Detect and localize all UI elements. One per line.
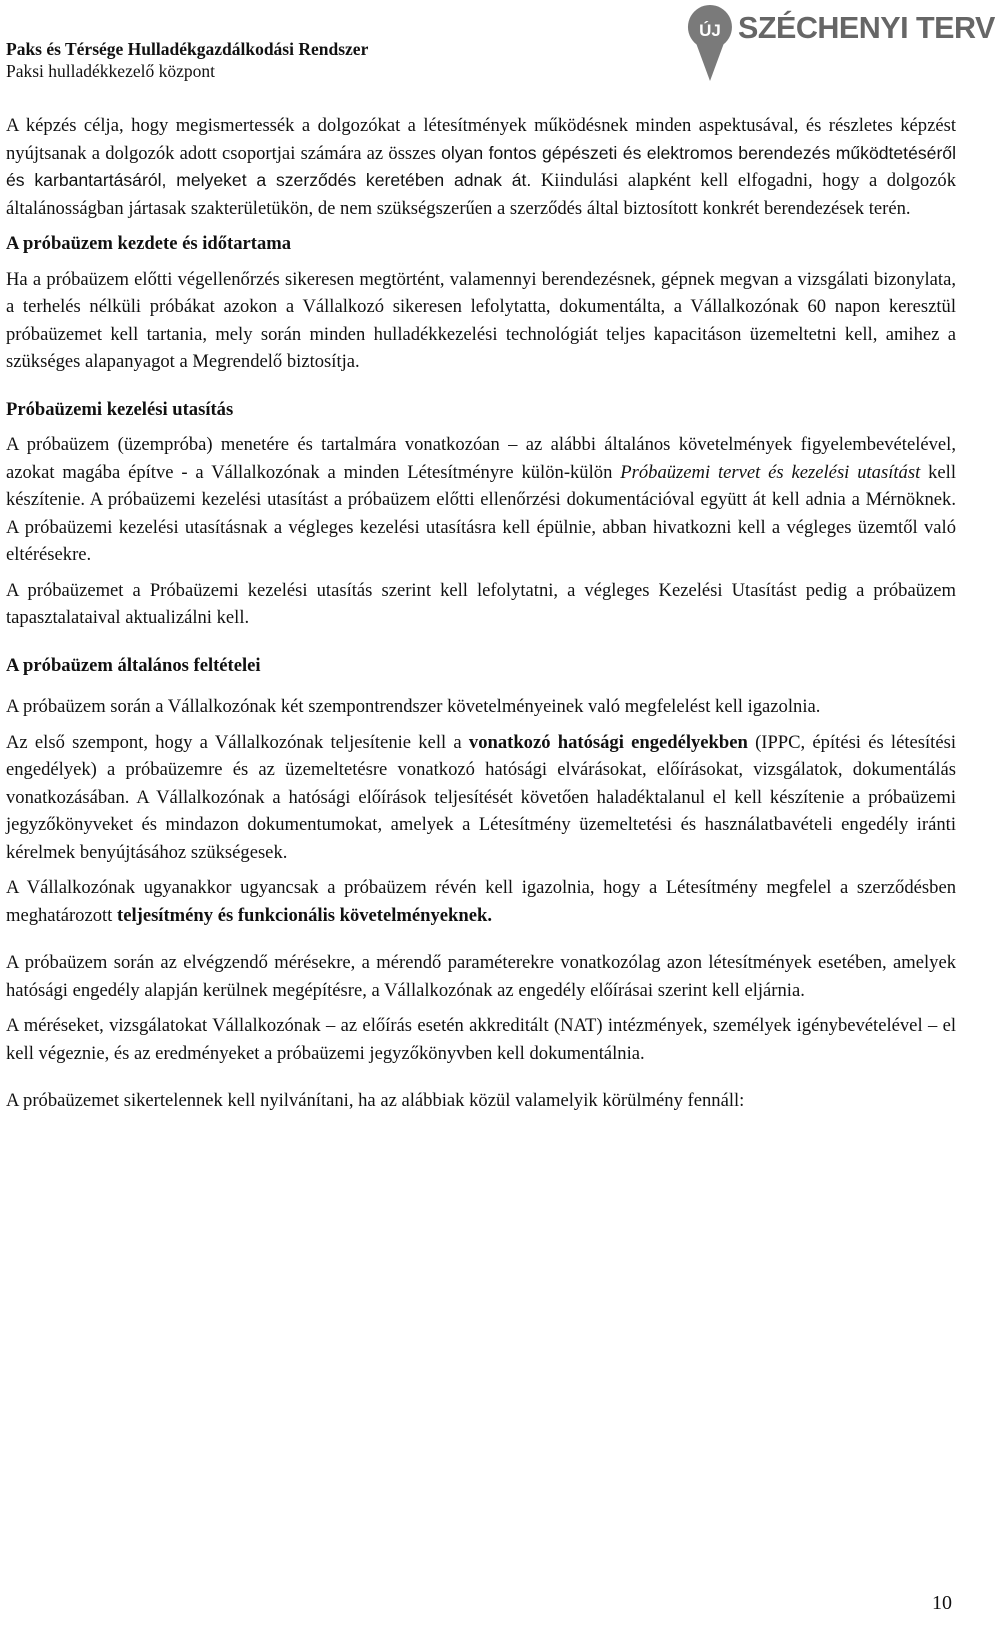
intro-text-c: Kiindulási alapként kell elfogadni, hogy a dolgozók általánosságban jártasak szakterületükön, de nem szükségszerűen a szerződés által biztosított konkrét berendezések terén. <box>6 170 956 219</box>
paragraph-intro <box>6 112 956 222</box>
logo-badge-text: ÚJ <box>699 21 721 40</box>
gen2-text-a: Az első szempont, hogy a Vállalkozónak teljesítenie kell a <box>6 731 462 753</box>
logo-text: SZÉCHENYI TERV <box>738 11 995 45</box>
paragraph-start: Ha a próbaüzem előtti végellenőrzés sikeresen megtörtént, valamennyi berendezésnek, gépnek megvan a vizsgálati bizonylata, a terhelés nélküli próbákat azokon a Vállalkozó sikeresen lefolytatta, dokumentálta, a Vállalkozónak 60 napon keresztül próbaüzemet kell tartania, mely során minden hulladékkezelési technológiát teljes kapacitáson üzemeltetni kell, amihez a szükséges alapanyagot a Megrendelő biztosítja. <box>6 268 956 372</box>
page-number: 10 <box>932 1592 952 1614</box>
szechenyi-terv-logo <box>686 3 995 83</box>
gen3-text-bold: teljesítmény és funkcionális követelményeknek. <box>117 904 492 926</box>
paragraph-general-1: A próbaüzem során a Vállalkozónak két szempontrendszer követelményeinek való megfelelést kell igazolnia. <box>6 696 821 717</box>
header-subtitle: Paksi hulladékkezelő központ <box>6 61 215 81</box>
heading-instructions: Próbaüzemi kezelési utasítás <box>6 398 234 420</box>
intro-text-a: A képzés célja, hogy megismertessék a dolgozókat a létesítmények működésnek minden aspektusával, és részletes képzést nyújtsanak a dolgozók adott csoportjai számára az összes <box>6 115 956 164</box>
instr-text-a: A próbaüzem (üzempróba) menetére és tartalmára vonatkozóan – az alábbi általános követelmények figyelembevételével, azokat magába építve - a Vállalkozónak a minden Létesítményre külön-külön <box>6 434 956 483</box>
paragraph-general-3 <box>6 874 956 929</box>
instr-text-b: kell készítenie. A próbaüzemi kezelési utasítást a próbaüzem előtti ellenőrzési dokumentációval együtt át kell adnia a Mérnöknek. A próbaüzemi kezelési utasításnak a végleges kezelési utasításra kell épülnie, abban hivatkozni kell a végleges üzemtől való eltérésekre. <box>6 461 957 565</box>
gen2-text-bold: vonatkozó hatósági engedélyekben <box>468 731 748 753</box>
paragraph-instructions-1 <box>6 431 956 569</box>
document-header <box>6 38 368 82</box>
heading-general-conditions: A próbaüzem általános feltételei <box>6 654 261 676</box>
paragraph-general-4: A próbaüzem során az elvégzendő mérésekre, a mérendő paraméterekre vonatkozólag azon létesítmények esetében, amelyek hatósági engedély alapján kerülnek megépítésre, a Vállalkozónak az engedély előírásai szerint kell eljárnia. <box>6 952 956 1001</box>
paragraph-general-5: A méréseket, vizsgálatokat Vállalkozónak – az előírás esetén akkreditált (NAT) intézmények, személyek igénybevételével – el kell végeznie, és az eredményeket a próbaüzemi jegyzőkönyvben kell dokumentálnia. <box>6 1015 956 1064</box>
header-organization: Paks és Térsége Hulladékgazdálkodási Rendszer <box>6 39 369 59</box>
instr-text-italic: Próbaüzemi tervet és kezelési utasítást <box>620 461 921 483</box>
paragraph-instructions-2: A próbaüzemet a Próbaüzemi kezelési utasítás szerint kell lefolytatni, a végleges Kezelési Utasítást pedig a próbaüzem tapasztalataival aktualizálni kell. <box>6 579 956 628</box>
gen2-text-b: (IPPC, építési és létesítési engedélyek) a próbaüzemre és az üzemeltetésre vonatkozó hatósági elvárásokat, előírásokat, vizsgálatok, dokumentálás vonatkozásában. A Vállalkozónak a hatósági előírások teljesítését követően haladéktalanul el kell készítenie a próbaüzemi jegyzőkönyveket és mindazon dokumentumokat, amelyek a Létesítmény üzemeltetési és használatbavételi engedély iránti kérelmek benyújtásához szükségesek. <box>6 731 956 863</box>
paragraph-general-2 <box>6 729 956 867</box>
gen3-text-a: A Vállalkozónak ugyanakkor ugyancsak a próbaüzem révén kell igazolnia, hogy a Létesítmény megfelel a szerződésben meghatározott <box>6 877 956 926</box>
intro-text-b: olyan fontos gépészeti és elektromos berendezés működtetéséről és karbantartásáról, melyeket a szerződés keretében adnak át. <box>6 142 956 190</box>
document-body <box>6 112 956 1115</box>
paragraph-general-6: A próbaüzemet sikertelennek kell nyilvánítani, ha az alábbiak közül valamelyik körülmény fennáll: <box>6 1090 745 1111</box>
logo-mark-icon <box>686 3 734 83</box>
heading-start-duration: A próbaüzem kezdete és időtartama <box>6 233 292 254</box>
